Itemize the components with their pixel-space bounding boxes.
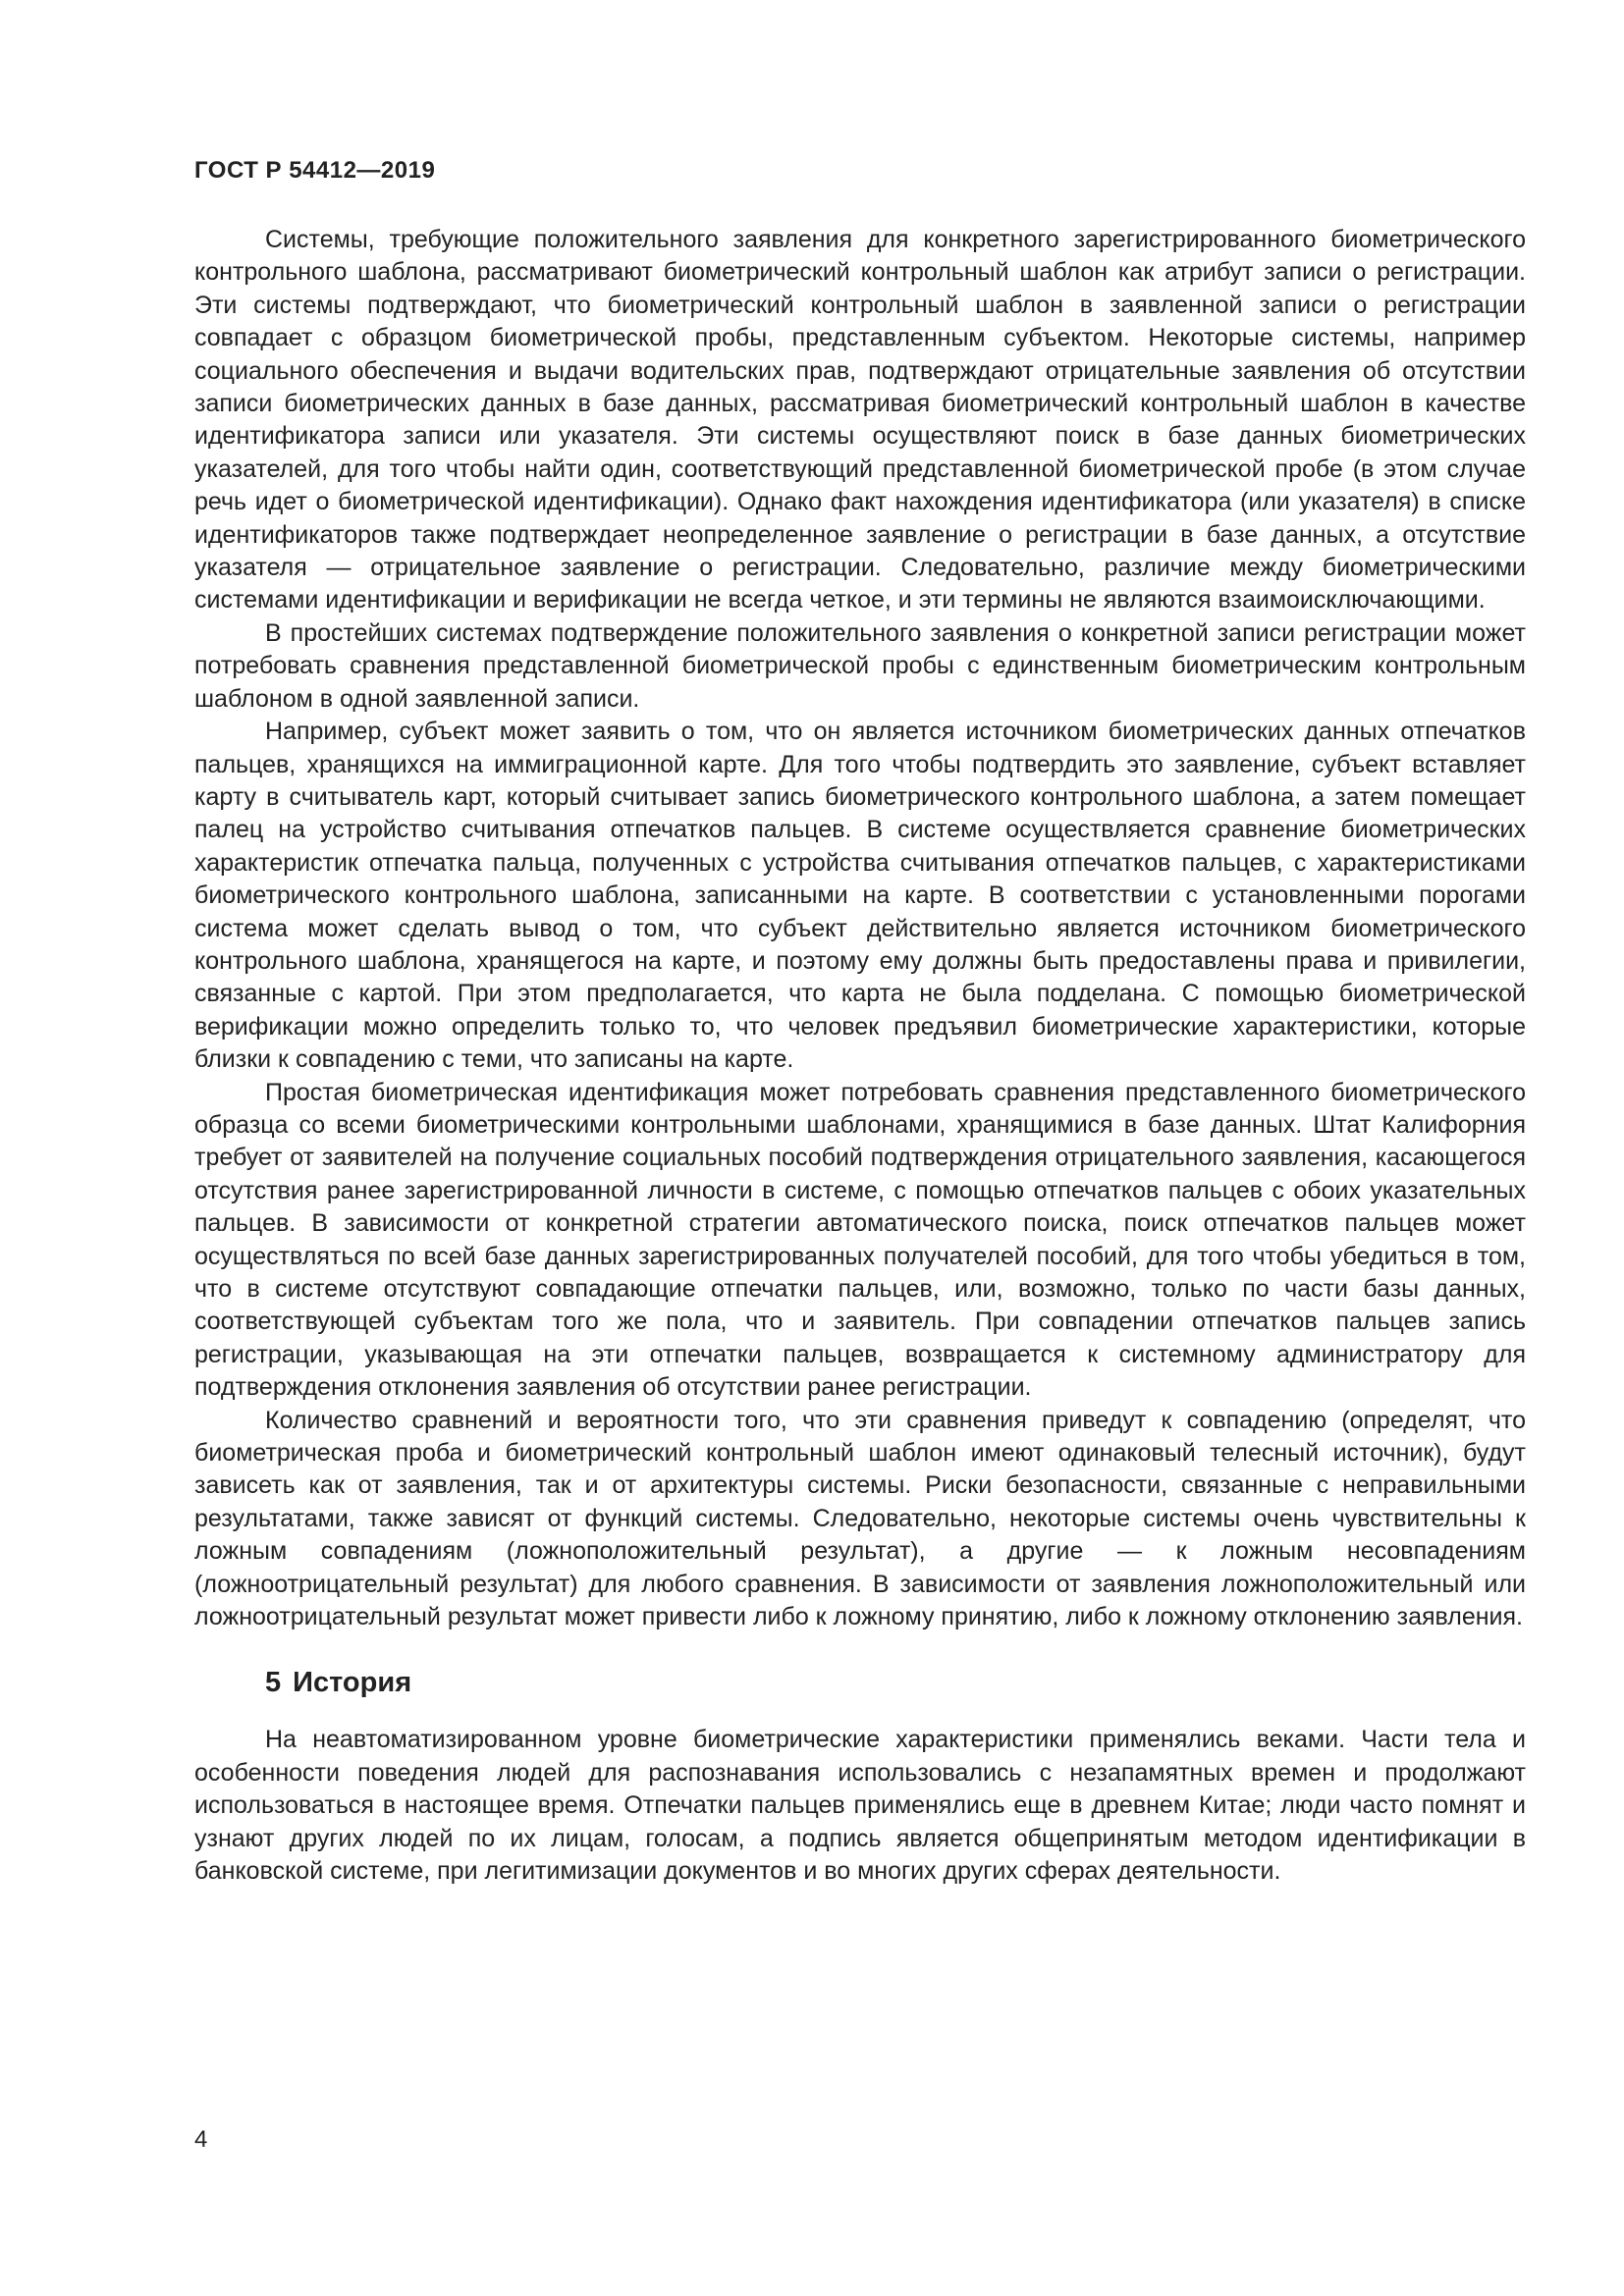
section-paragraph: На неавтоматизированном уровне биометрические характеристики применялись веками. Части тела и особенности поведения людей для распознавания использовались с незапамятных времен и продолжают использоваться в настоящее время. Отпечатки пальцев применялись еще в древнем Китае; люди часто помнят и узнают других людей по их лицам, голосам, а подпись является общепринятым методом идентификации в банковской системе, при легитимизации документов и во многих других сферах деятельности. [194, 1726, 1526, 1886]
section-heading [265, 1663, 1526, 1702]
body-paragraph: Простая биометрическая идентификация может потребовать сравнения представленного биометрического образца со всеми биометрическими контрольными шаблонами, хранящимися в базе данных. Штат Калифорния требует от заявителей на получение социальных пособий подтверждения отрицательного заявления, касающегося отсутствия ранее зарегистрированной личности в системе, с помощью отпечатков пальцев с обоих указательных пальцев. В зависимости от конкретной стратегии автоматического поиска, поиск отпечатков пальцев может осуществляться по всей базе данных зарегистрированных получателей пособий, для того чтобы убедиться в том, что в системе отсутствуют совпадающие отпечатки пальцев, или, возможно, только по части базы данных, соответствующей субъектам того же пола, что и заявитель. При совпадении отпечатков пальцев запись регистрации, указывающая на эти отпечатки пальцев, возвращается к системному администратору для подтверждения отклонения заявления об отсутствии ранее регистрации. [194, 1078, 1526, 1402]
body-paragraph: В простейших системах подтверждение положительного заявления о конкретной записи регистрации может потребовать сравнения представленной биометрической пробы с единственным биометрическим контрольным шаблоном в одной заявленной записи. [194, 618, 1526, 713]
document-header-code: ГОСТ Р 54412—2019 [194, 157, 436, 184]
section-number: 5 [265, 1667, 282, 1699]
section-title: История [293, 1667, 412, 1699]
body-paragraph: Системы, требующие положительного заявления для конкретного зарегистрированного биометрического контрольного шаблона, рассматривают биометрический контрольный шаблон как атрибут записи о регистрации. Эти системы подтверждают, что биометрический контрольный шаблон в заявленной записи о регистрации совпадает с образцом биометрической пробы, представленным субъектом. Некоторые системы, например социального обеспечения и выдачи водительских прав, подтверждают отрицательные заявления об отсутствии записи биометрических данных в базе данных, рассматривая биометрический контрольный шаблон в качестве идентификатора записи или указателя. Эти системы осуществляют поиск в базе данных биометрических указателей, для того чтобы найти один, соответствующий представленной биометрической пробе (в этом случае речь идет о биометрической идентификации). Однако факт нахождения идентификатора (или указателя) в списке идентификаторов также подтверждает неопределенное заявление о регистрации в базе данных, а отсутствие указателя — отрицательное заявление о регистрации. Следовательно, различие между биометрическими системами идентификации и верификации не всегда четкое, и эти термины не являются взаимоисключающими. [194, 226, 1526, 614]
body-paragraph: Количество сравнений и вероятности того, что эти сравнения приведут к совпадению (определят, что биометрическая проба и биометрический контрольный шаблон имеют одинаковый телесный источник), будут зависеть как от заявления, так и от архитектуры системы. Риски безопасности, связанные с неправильными результатами, также зависят от функций системы. Следовательно, некоторые системы очень чувствительны к ложным совпадениям (ложноположительный результат), а другие — к ложным несовпадениям (ложноотрицательный результат) для любого сравнения. В зависимости от заявления ложноположительный или ложноотрицательный результат может привести либо к ложному принятию, либо к ложному отклонению заявления. [194, 1406, 1526, 1631]
page-number: 4 [194, 2126, 208, 2153]
document-body [194, 224, 1526, 1889]
body-paragraph: Например, субъект может заявить о том, что он является источником биометрических данных отпечатков пальцев, хранящихся на иммиграционной карте. Для того чтобы подтвердить это заявление, субъект вставляет карту в считыватель карт, который считывает запись биометрического контрольного шаблона, а затем помещает палец на устройство считывания отпечатков пальцев. В системе осуществляется сравнение биометрических характеристик отпечатка пальца, полученных с устройства считывания отпечатков пальцев, с характеристиками биометрического контрольного шаблона, записанными на карте. В соответствии с установленными порогами система может сделать вывод о том, что субъект действительно является источником биометрического контрольного шаблона, хранящегося на карте, и поэтому ему должны быть предоставлены права и привилегии, связанные с картой. При этом предполагается, что карта не была подделана. С помощью биометрической верификации можно определить только то, что человек предъявил биометрические характеристики, которые близки к совпадению с теми, что записаны на карте. [194, 718, 1526, 1074]
